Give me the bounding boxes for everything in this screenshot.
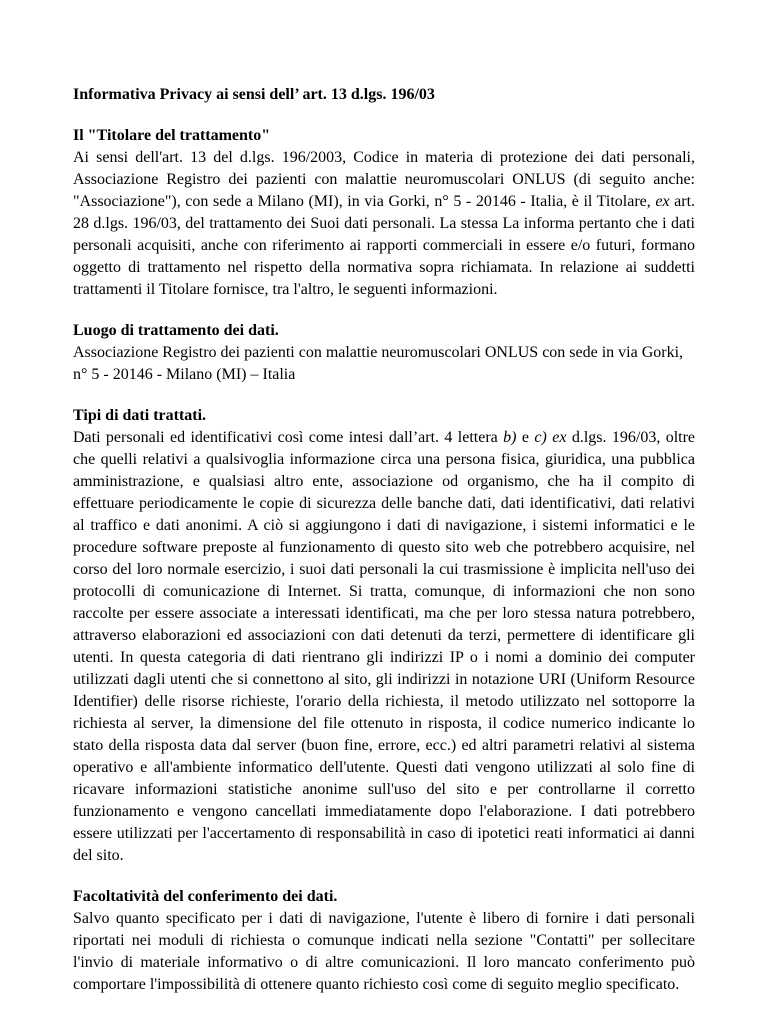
tipi-ex-italic: ex: [552, 429, 567, 446]
titolare-ex-italic: ex: [655, 193, 670, 210]
section-body-titolare: [73, 147, 695, 301]
document-page: [73, 84, 695, 1015]
tipi-text-part-1: Dati personali ed identificativi così come intesi dall’art. 4 lettera: [73, 429, 498, 446]
section-tipi: [73, 405, 695, 867]
titolare-text-part-2: art. 28 d.lgs. 196/03, del trattamento dei Suoi dati personali. La stessa La informa pertanto che i dati personali acquisiti, anche con riferimento ai rapporti commerciali in essere e/o futuri, formano oggetto di trattamento nel rispetto della normativa sopra richiamata. In relazione ai suddetti trattamenti il Titolare fornisce, tra l'altro, le seguenti informazioni.: [73, 193, 696, 298]
tipi-conj-e: e: [521, 429, 529, 446]
tipi-letter-b: b): [503, 429, 517, 446]
section-facoltativita: [73, 886, 695, 996]
tipi-text-part-2: d.lgs. 196/03, oltre che quelli relativi a qualsivoglia informazione circa una persona fisica, giuridica, una pubblica amministrazione, e qualsiasi altro ente, associazione od organismo, che ha il compito di effettuare periodicamente le copie di sicurezza delle banche dati, dati identificativi, dati relativi al traffico e dati anonimi. A ciò si aggiungono i dati di navigazione, i sistemi informatici e le procedure software preposte al funzionamento di questo sito web che potrebbero acquisire, nel corso del loro normale esercizio, i suoi dati personali la cui trasmissione è implicita nell'uso dei protocolli di comunicazione di Internet. Si tratta, comunque, di informazioni che non sono raccolte per essere associate a interessati identificati, ma che per loro stessa natura potrebbero, attraverso elaborazioni ed associazioni con dati detenuti da terzi, permettere di identificare gli utenti. In questa categoria di dati rientrano gli indirizzi IP o i nomi a dominio dei computer utilizzati dagli utenti che si connettono al sito, gli indirizzi in notazione URI (Uniform Resource Identifier) delle risorse richieste, l'orario della richiesta, il metodo utilizzato nel sottoporre la richiesta al server, la dimensione del file ottenuto in risposta, il codice numerico indicante lo stato della risposta data dal server (buon fine, errore, ecc.) ed altri parametri relativi al sistema operativo e all'ambiente informatico dell'utente. Questi dati vengono utilizzati al solo fine di ricavare informazioni statistiche anonime sull'uso del sito e per controllarne il corretto funzionamento e vengono cancellati immediatamente dopo l'elaborazione. I dati potrebbero essere utilizzati per l'accertamento di responsabilità in caso di ipotetici reati informatici ai danni del sito.: [73, 429, 696, 864]
section-body-tipi: [73, 427, 695, 867]
section-body-luogo: Associazione Registro dei pazienti con malattie neuromuscolari ONLUS con sede in via Gorki, n° 5 - 20146 - Milano (MI) – Italia: [73, 344, 684, 383]
section-luogo: [73, 320, 695, 386]
titolare-text-part-1: Ai sensi dell'art. 13 del d.lgs. 196/2003, Codice in materia di protezione dei dati personali, Associazione Registro dei pazienti con malattie neuromuscolari ONLUS (di seguito anche: "Associazione"), con sede a Milano (MI), in via Gorki, n° 5 - 20146 - Italia, è il Titolare,: [73, 149, 695, 210]
section-heading-tipi: Tipi di dati trattati.: [73, 407, 207, 424]
section-heading-titolare: Il "Titolare del trattamento": [73, 127, 271, 144]
document-title: Informativa Privacy ai sensi dell’ art. 13 d.lgs. 196/03: [73, 86, 435, 103]
section-titolare: [73, 125, 695, 301]
tipi-letter-c: c): [534, 429, 547, 446]
section-heading-facoltativita: Facoltatività del conferimento dei dati.: [73, 888, 338, 905]
section-heading-luogo: Luogo di trattamento dei dati.: [73, 322, 279, 339]
section-body-facoltativita: Salvo quanto specificato per i dati di navigazione, l'utente è libero di fornire i dati personali riportati nei moduli di richiesta o comunque indicati nella sezione "Contatti" per sollecitare l'invio di materiale informativo o di altre comunicazioni. Il loro mancato conferimento può comportare l'impossibilità di ottenere quanto richiesto così come di seguito meglio specificato.: [73, 910, 695, 993]
